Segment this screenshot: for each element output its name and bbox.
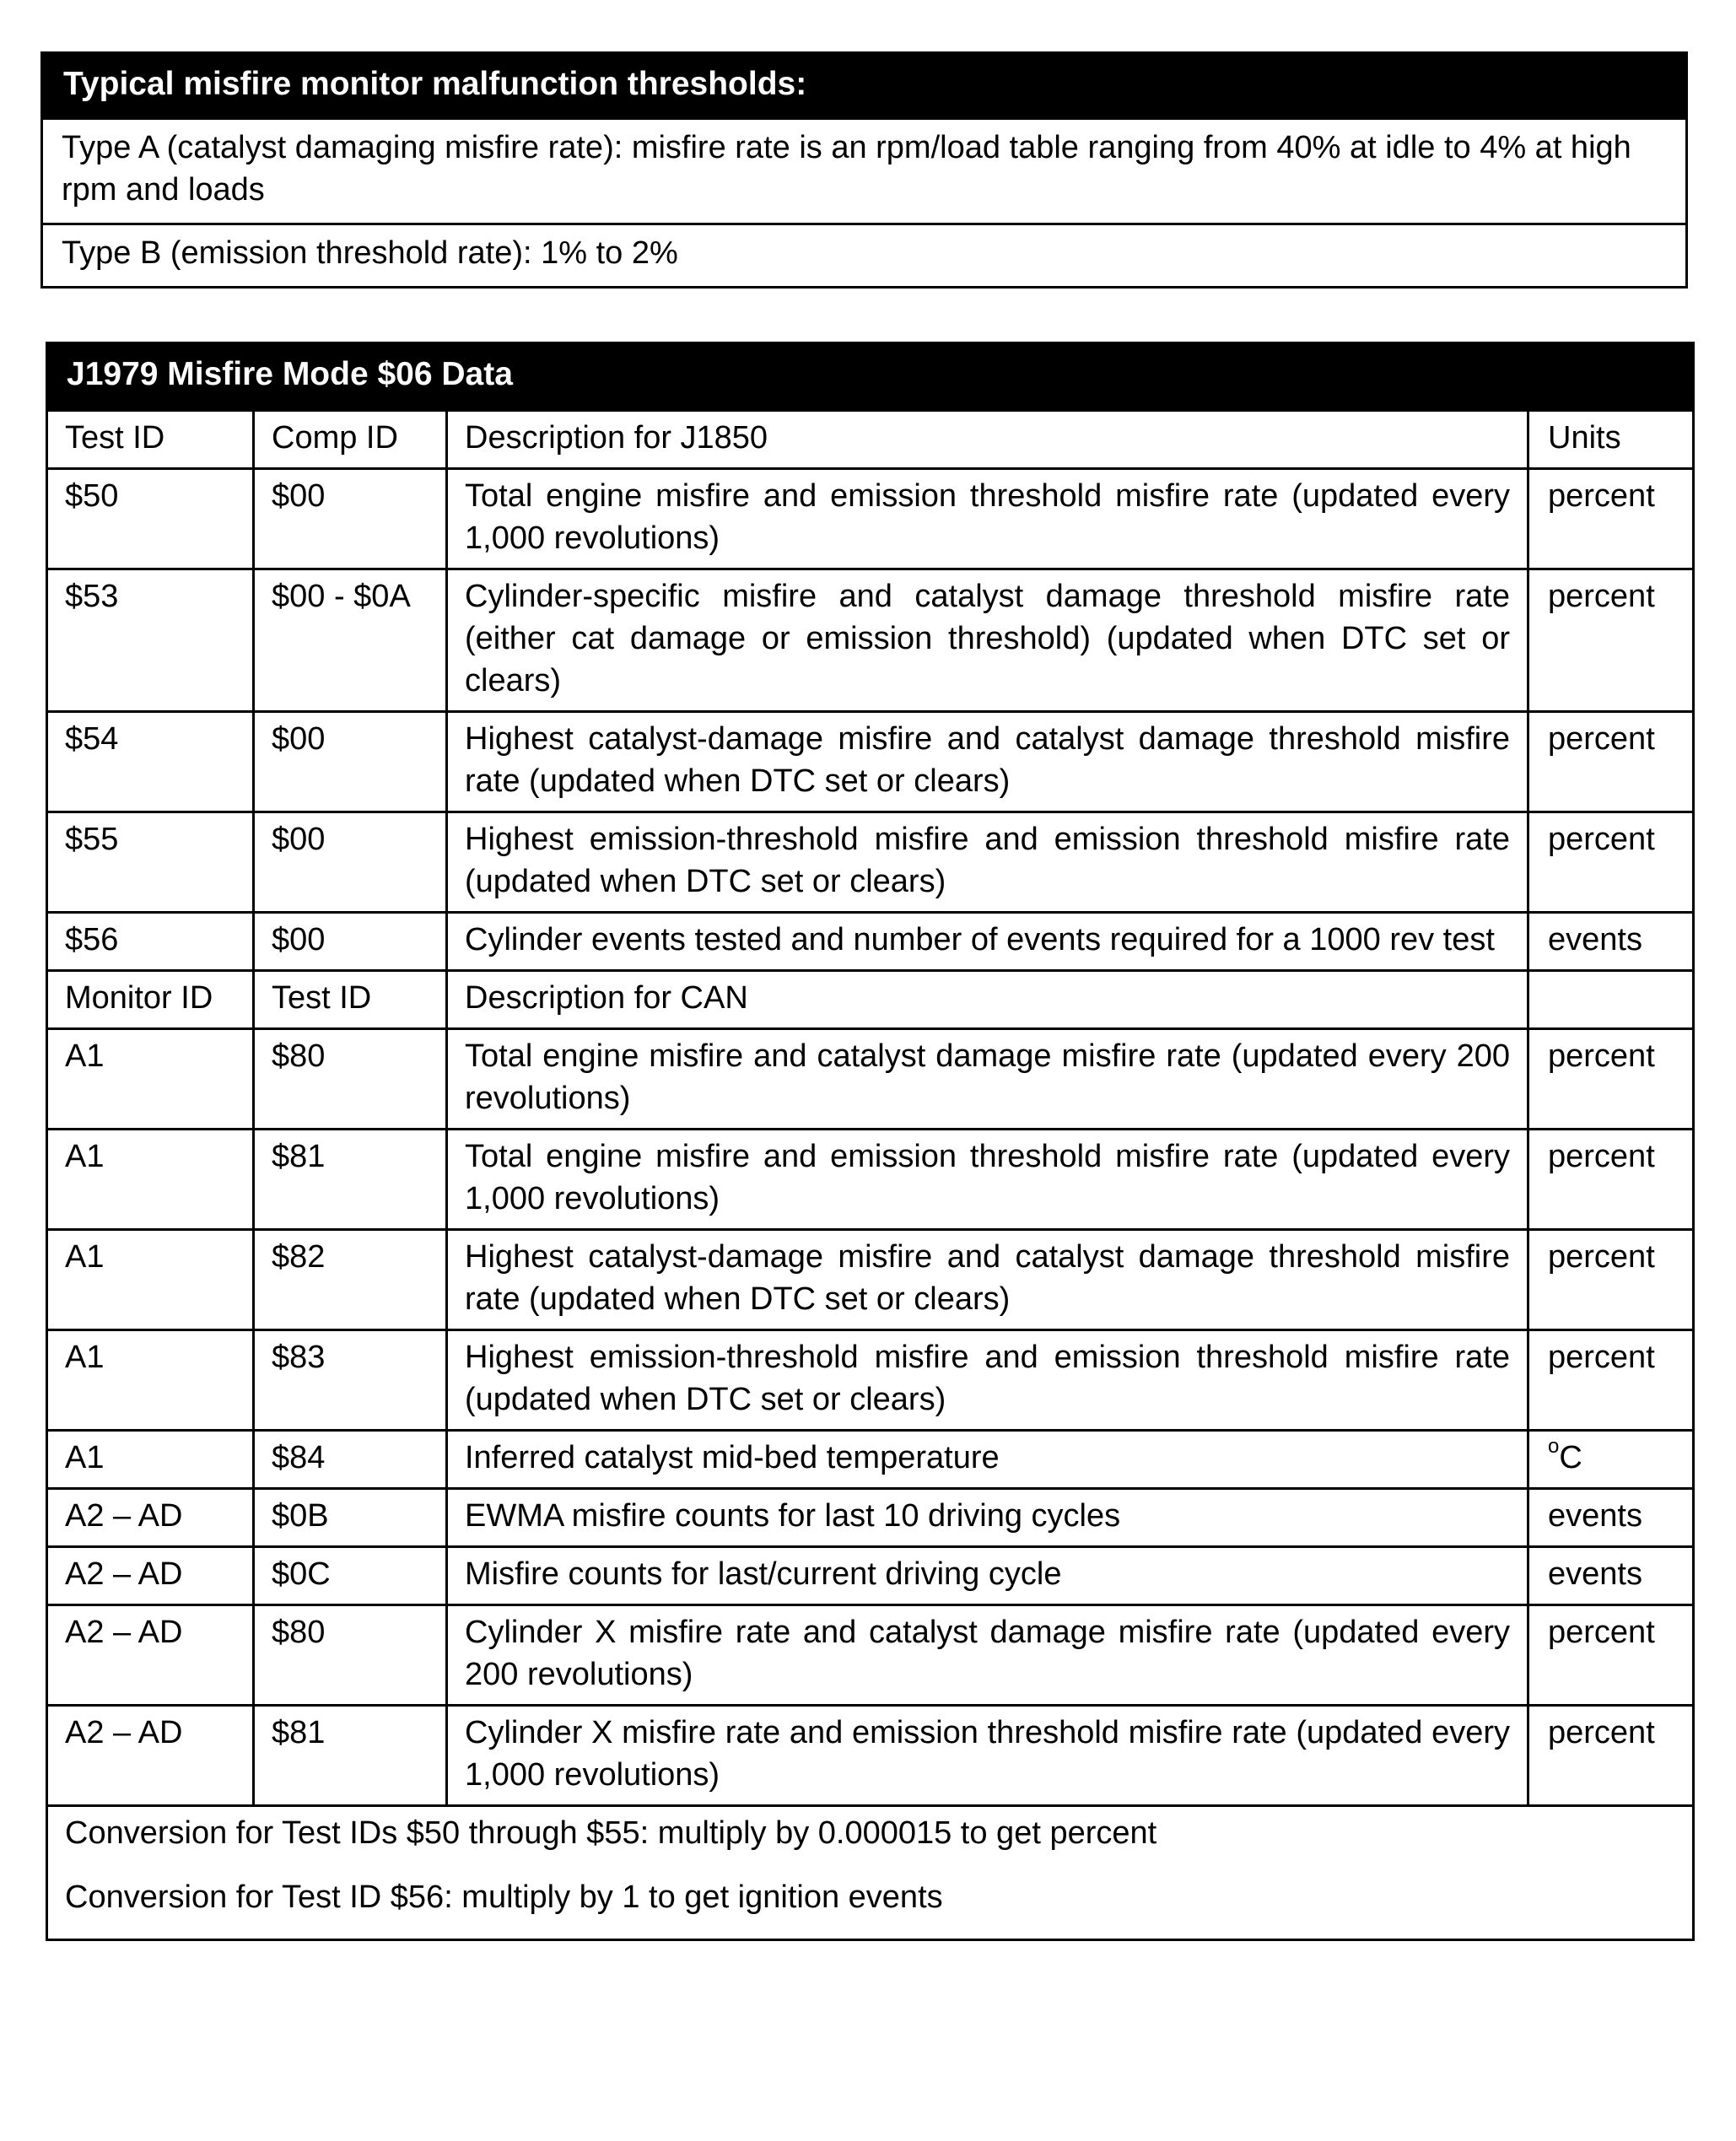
row-comp: $82 bbox=[254, 1230, 447, 1330]
row-comp: $00 bbox=[254, 712, 447, 812]
table-row bbox=[47, 1547, 1694, 1605]
row-units: percent bbox=[1528, 1130, 1694, 1230]
row-units: events bbox=[1528, 913, 1694, 971]
row-id: $54 bbox=[47, 712, 254, 812]
row-comp: $81 bbox=[254, 1130, 447, 1230]
row-description: Total engine misfire and emission threshold misfire rate (updated every 1,000 revolutions) bbox=[447, 1130, 1528, 1230]
row-units: events bbox=[1528, 1547, 1694, 1605]
row-description: Total engine misfire and catalyst damage misfire rate (updated every 200 revolutions) bbox=[447, 1029, 1528, 1130]
conversion-note: Conversion for Test IDs $50 through $55: multiply by 0.000015 to get percent bbox=[65, 1815, 1157, 1851]
row-comp: $00 bbox=[254, 812, 447, 913]
mode06-data-table bbox=[46, 342, 1695, 1941]
conversion-footnotes bbox=[47, 1806, 1694, 1940]
row-units: percent bbox=[1528, 569, 1694, 712]
row-comp: $00 bbox=[254, 913, 447, 971]
threshold-type-b: Type B (emission threshold rate): 1% to 2% bbox=[42, 224, 1687, 288]
table-row bbox=[47, 1605, 1694, 1706]
table-row bbox=[47, 1130, 1694, 1230]
row-description: Inferred catalyst mid-bed temperature bbox=[447, 1431, 1528, 1489]
row-units: percent bbox=[1528, 812, 1694, 913]
row-units: events bbox=[1528, 1489, 1694, 1547]
column-header-row bbox=[47, 411, 1694, 469]
table-row bbox=[47, 1029, 1694, 1130]
row-description: Cylinder-specific misfire and catalyst damage threshold misfire rate (either cat damage or emission threshold) (updated when DTC set or clears) bbox=[447, 569, 1528, 712]
conversion-note: Conversion for Test ID $56: multiply by 1 to get ignition events bbox=[65, 1879, 943, 1915]
row-units bbox=[1528, 1431, 1694, 1489]
row-units: percent bbox=[1528, 1029, 1694, 1130]
footnote-row bbox=[47, 1806, 1694, 1940]
row-id: A1 bbox=[47, 1230, 254, 1330]
row-description: Cylinder events tested and number of events required for a 1000 rev test bbox=[447, 913, 1528, 971]
row-units: percent bbox=[1528, 1605, 1694, 1706]
row-id: $55 bbox=[47, 812, 254, 913]
row-id: $56 bbox=[47, 913, 254, 971]
row-comp: $0C bbox=[254, 1547, 447, 1605]
table-row bbox=[47, 569, 1694, 712]
row-units: percent bbox=[1528, 469, 1694, 569]
mode06-title: J1979 Misfire Mode $06 Data bbox=[47, 343, 1694, 411]
row-id: A2 – AD bbox=[47, 1489, 254, 1547]
threshold-type-a: Type A (catalyst damaging misfire rate): misfire rate is an rpm/load table ranging from 40% at idle to 4% at high rpm and loads bbox=[42, 119, 1687, 224]
table-row bbox=[47, 812, 1694, 913]
row-units: percent bbox=[1528, 1230, 1694, 1330]
row-comp: $80 bbox=[254, 1029, 447, 1130]
row-id: A2 – AD bbox=[47, 1706, 254, 1806]
units-text: C bbox=[1559, 1440, 1582, 1475]
header-units bbox=[1528, 971, 1694, 1029]
table-row bbox=[47, 1706, 1694, 1806]
row-description: Highest emission-threshold misfire and emission threshold misfire rate (updated when DTC set or clears) bbox=[447, 812, 1528, 913]
row-description: Cylinder X misfire rate and catalyst damage misfire rate (updated every 200 revolutions) bbox=[447, 1605, 1528, 1706]
header-id: Monitor ID bbox=[47, 971, 254, 1029]
table-row bbox=[47, 469, 1694, 569]
header-comp: Comp ID bbox=[254, 411, 447, 469]
row-comp: $83 bbox=[254, 1330, 447, 1431]
row-comp: $00 - $0A bbox=[254, 569, 447, 712]
row-id: A2 – AD bbox=[47, 1605, 254, 1706]
row-id: $50 bbox=[47, 469, 254, 569]
table-row bbox=[47, 913, 1694, 971]
row-id: A1 bbox=[47, 1130, 254, 1230]
header-description: Description for CAN bbox=[447, 971, 1528, 1029]
row-id: $53 bbox=[47, 569, 254, 712]
row-units: percent bbox=[1528, 1330, 1694, 1431]
row-id: A2 – AD bbox=[47, 1547, 254, 1605]
row-description: Misfire counts for last/current driving cycle bbox=[447, 1547, 1528, 1605]
table-row bbox=[47, 1230, 1694, 1330]
row-description: Cylinder X misfire rate and emission threshold misfire rate (updated every 1,000 revolutions) bbox=[447, 1706, 1528, 1806]
table-row bbox=[47, 1431, 1694, 1489]
row-id: A1 bbox=[47, 1330, 254, 1431]
row-description: Highest emission-threshold misfire and emission threshold misfire rate (updated when DTC set or clears) bbox=[447, 1330, 1528, 1431]
row-units: percent bbox=[1528, 1706, 1694, 1806]
table-row bbox=[47, 712, 1694, 812]
row-description: Highest catalyst-damage misfire and catalyst damage threshold misfire rate (updated when DTC set or clears) bbox=[447, 1230, 1528, 1330]
thresholds-title: Typical misfire monitor malfunction thresholds: bbox=[42, 53, 1687, 119]
header-units: Units bbox=[1528, 411, 1694, 469]
row-description: Total engine misfire and emission threshold misfire rate (updated every 1,000 revolutions) bbox=[447, 469, 1528, 569]
row-id: A1 bbox=[47, 1431, 254, 1489]
row-comp: $00 bbox=[254, 469, 447, 569]
misfire-thresholds-table bbox=[40, 51, 1688, 289]
row-description: Highest catalyst-damage misfire and catalyst damage threshold misfire rate (updated when DTC set or clears) bbox=[447, 712, 1528, 812]
header-description: Description for J1850 bbox=[447, 411, 1528, 469]
row-id: A1 bbox=[47, 1029, 254, 1130]
row-comp: $84 bbox=[254, 1431, 447, 1489]
row-comp: $81 bbox=[254, 1706, 447, 1806]
degree-superscript: o bbox=[1548, 1435, 1560, 1459]
row-units: percent bbox=[1528, 712, 1694, 812]
table-row bbox=[47, 1489, 1694, 1547]
header-comp: Test ID bbox=[254, 971, 447, 1029]
table-row bbox=[47, 1330, 1694, 1431]
row-comp: $80 bbox=[254, 1605, 447, 1706]
row-comp: $0B bbox=[254, 1489, 447, 1547]
row-description: EWMA misfire counts for last 10 driving cycles bbox=[447, 1489, 1528, 1547]
column-header-row bbox=[47, 971, 1694, 1029]
header-id: Test ID bbox=[47, 411, 254, 469]
